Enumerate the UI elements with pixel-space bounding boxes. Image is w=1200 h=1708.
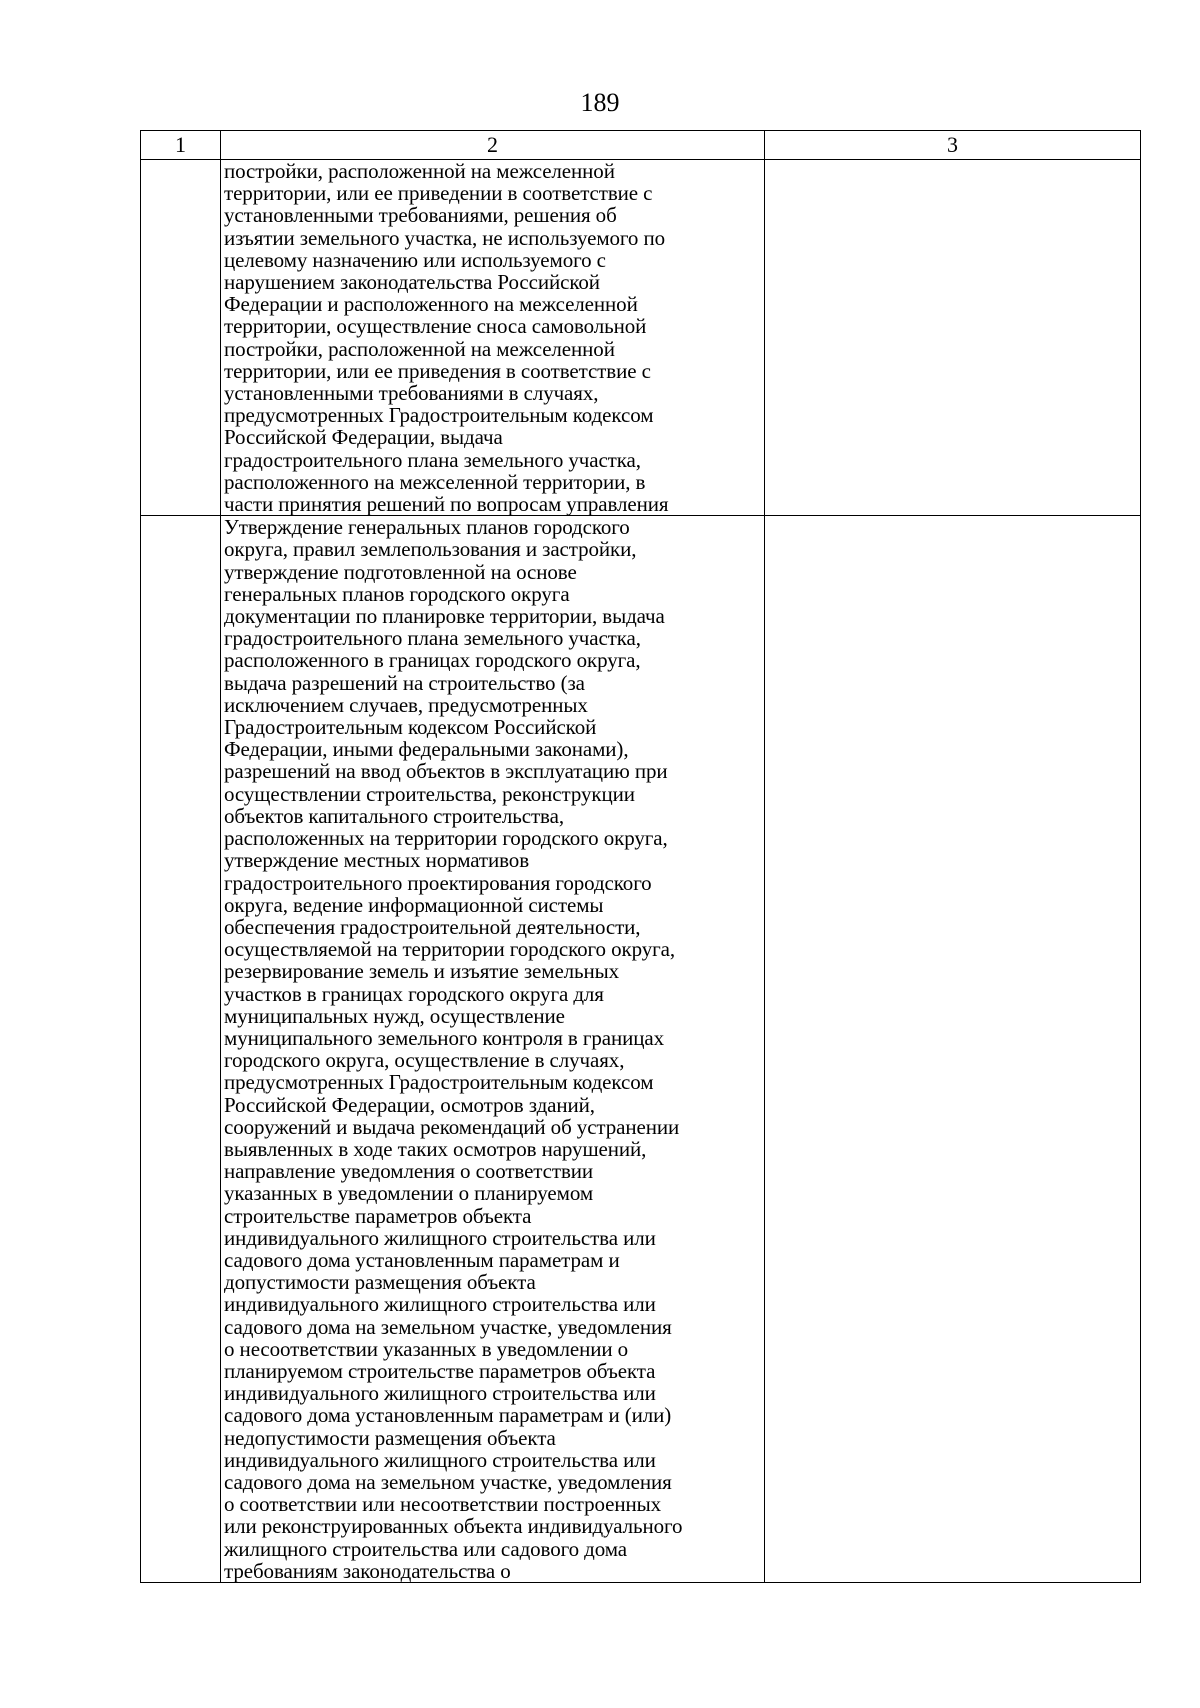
table-header-row [141,131,1141,160]
table-row [141,516,1141,1583]
row-1-col-1 [141,160,221,516]
row-2-col-2 [221,516,765,1583]
row-2-col-1 [141,516,221,1583]
page-number: 189 [580,88,620,117]
cell-text: постройки, расположенной на межселенной территории, или ее приведении в соответствие с установленными требованиями, решения об изъятии земельного участка, не используемого по целевому назначению или используемого с нарушением законодательства Российской Федерации и расположенного на межселенной территории, осуществление сноса самовольной постройки, расположенной на межселенной территории, или ее приведения в соответствие с установленными требованиями в случаях, предусмотренных Градостроительным кодексом Российской Федерации, выдача градостроительного плана земельного участка, расположенного на межселенной территории, в части принятия решений по вопросам управления [224,159,669,517]
row-2-col-3 [765,516,1141,1583]
column-header-2: 2 [221,131,765,160]
column-header-3: 3 [765,131,1141,160]
row-1-col-3 [765,160,1141,516]
document-table [140,130,1141,1583]
row-1-col-2 [221,160,765,516]
table-row [141,160,1141,516]
column-header-1: 1 [141,131,221,160]
cell-text: Утверждение генеральных планов городского округа, правил землепользования и застройки, утверждение подготовленной на основе генеральных планов городского округа документации по планировке территории, выдача градостроительного плана земельного участка, расположенного в границах городского округа, выдача разрешений на строительство (за исключением случаев, предусмотренных Градостроительным кодексом Российской Федерации, иными федеральными законами), разрешений на ввод объектов в эксплуатацию при осуществлении строительства, реконструкции объектов капитального строительства, расположенных на территории городского округа, утверждение местных нормативов градостроительного проектирования городского округа, ведение информационной системы обеспечения градостроительной деятельности, осуществляемой на территории городского округа, резервирование земель и изъятие земельных участков в границах городского округа для муниципальных нужд, осуществление муниципального земельного контроля в границах городского округа, осуществление в случаях, предусмотренных Градостроительным кодексом Российской Федерации, осмотров зданий, сооружений и выдача рекомендаций об устранении выявленных в ходе таких осмотров нарушений, направление уведомления о соответствии указанных в уведомлении о планируемом строительстве параметров объекта индивидуального жилищного строительства или садового дома установленным параметрам и допустимости размещения объекта индивидуального жилищного строительства или садового дома на земельном участке, уведомления о несоответствии указанных в уведомлении о планируемом строительстве параметров объекта индивидуального жилищного строительства или садового дома установленным параметрам и (или) недопустимости размещения объекта индивидуального жилищного строительства или садового дома на земельном участке, уведомления о соответствии или несоответствии построенных или реконструированных объекта индивидуального жилищного строительства или садового дома требованиям законодательства о [224,515,683,1583]
